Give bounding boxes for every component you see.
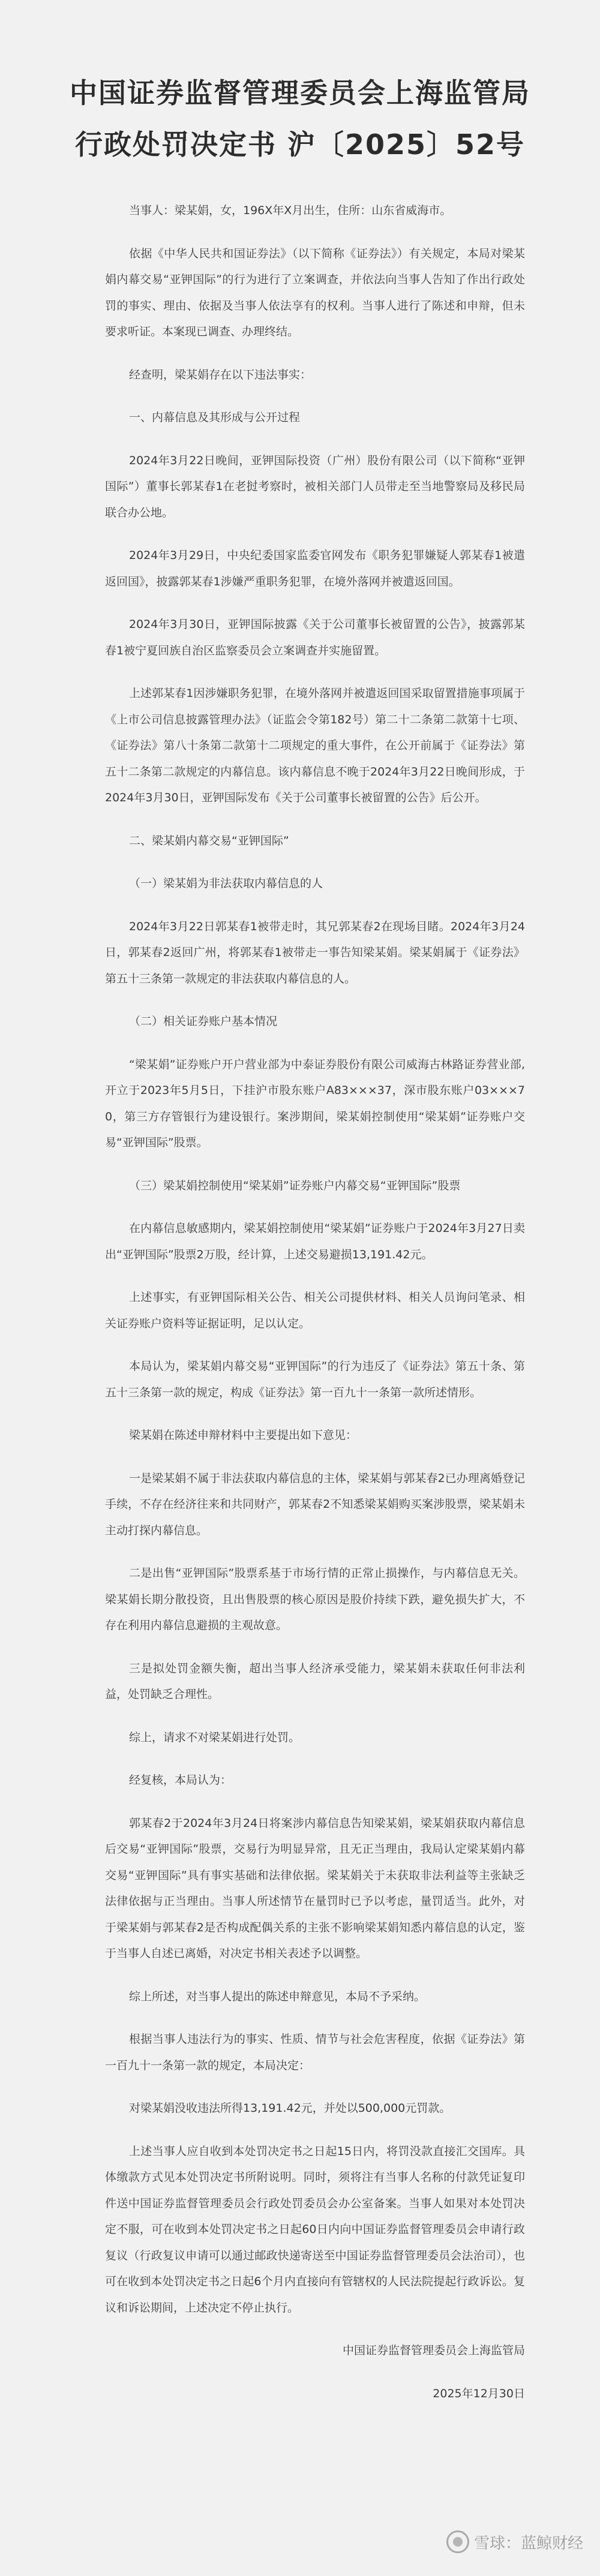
section-heading-1: 一、内幕信息及其形成与公开过程 — [129, 411, 301, 424]
fact-paragraph: 2024年3月22日郭某春1被带走时，其兄郭某春2在现场目睹。2024年3月24日，郭某春2返回广州，将郭某春1被带走一事告知梁某娟。梁某娟属于《证券法》第五十三条第一款规定的非法获取内幕信息的人。 — [105, 919, 525, 985]
defense-point: 二是出售“亚钾国际”股票系基于市场行情的正常止损操作，与内幕信息无关。梁某娟长期分散投资，且出售股票的核心原因是股价持续下跌，避免损失扩大，不存在利用内幕信息避损的主观故意。 — [105, 1567, 525, 1632]
fact-paragraph: 2024年3月22日晚间，亚钾国际投资（广州）股份有限公司（以下简称“亚钾国际”）董事长郭某春1在老挝考察时，被相关部门人员带走至当地警察局及移民局联合办公地。 — [105, 453, 525, 519]
document-title — [0, 0, 600, 170]
decision-basis: 根据当事人违法行为的事实、性质、情节与社会危害程度，依据《证券法》第一百九十一条第一款的规定，本局决定： — [105, 2033, 525, 2072]
watermark-text: 雪球：蓝鲸财经 — [473, 2534, 583, 2553]
subsection-heading: （二）相关证券账户基本情况 — [129, 1015, 278, 1028]
fact-paragraph: 2024年3月30日，亚钾国际披露《关于公司董事长被留置的公告》，披露郭某春1被宁夏回族自治区监察委员会立案调查并实施留置。 — [105, 618, 525, 657]
findings-intro: 经查明，梁某娟存在以下违法事实： — [129, 368, 312, 381]
document-body — [105, 198, 525, 2407]
fact-paragraph: 上述郭某春1因涉嫌职务犯罪，在境外落网并被遣返回国采取留置措施事项属于《上市公司信息披露管理办法》（证监会令第182号）第二十二条第二款第十七项、《证券法》第八十条第二款第十二项规定的重大事件，在公开前属于《证券法》第五十二条第二款规定的内幕信息。该内幕信息不晚于2024年3月22日晚间形成，于2024年3月30日，亚钾国际发布《关于公司董事长被留置的公告》后公开。 — [105, 687, 525, 804]
snowball-logo-icon — [446, 2530, 469, 2553]
fact-paragraph: “梁某娟”证券账户开户营业部为中泰证券股份有限公司威海古林路证券营业部,开立于2023年5月5日，下挂沪市股东账户A83×××37，深市股东账户03×××70，第三方存管银行为建设银行。案涉期间，梁某娟控制使用“梁某娟”证券账户交易“亚钾国际”股票。 — [105, 1057, 525, 1149]
section-heading-2: 二、梁某娟内幕交易“亚钾国际” — [129, 834, 289, 847]
review-paragraph: 郭某春2于2024年3月24日将案涉内幕信息告知梁某娟，梁某娟获取内幕信息后交易“亚钾国际”股票，交易行为明显异常，且无正当理由，我局认定梁某娟内幕交易“亚钾国际”具有事实基础和法律依据。梁某娟关于未获取非法利益等主张缺乏法律依据与正当理由。当事人所述情节在量罚时已予以考虑，量罚适当。此外，对于梁某娟与郭某春2是否构成配偶关系的主张不影响梁某娟知悉内幕信息的认定，鉴于当事人自述已离婚，对决定书相关表述予以调整。 — [105, 1816, 525, 1960]
payment-and-appeal: 上述当事人应自收到本处罚决定书之日起15日内，将罚没款直接汇交国库。具体缴款方式见本处罚决定书所附说明。同时，须将注有当事人名称的付款凭证复印件送中国证券监督管理委员会行政处罚委员会办公室备案。当事人如果对本处罚决定不服，可在收到本处罚决定书之日起60日内向中国证券监督管理委员会申请行政复议（行政复议申请可以通过邮政快递寄送至中国证券监督管理委员会法治司），也可在收到本处罚决定书之日起6个月内直接向有管辖权的人民法院提起行政诉讼。复议和诉讼期间，上述决定不停止执行。 — [105, 2144, 525, 2315]
defense-conclusion: 综上，请求不对梁某娟进行处罚。 — [129, 1730, 301, 1744]
defense-point: 三是拟处罚金额失衡，超出当事人经济承受能力，梁某娟未获取任何非法利益，处罚缺乏合理性。 — [105, 1661, 525, 1701]
title-line-authority: 中国证券监督管理委员会上海监管局 — [70, 77, 530, 109]
penalty-statement: 对梁某娟没收违法所得13,191.42元，并处以500,000元罚款。 — [129, 2102, 451, 2115]
evidence-paragraph: 上述事实，有亚钾国际相关公告、相关公司提供材料、相关人员询问笔录、相关证券账户资料等证据证明，足以认定。 — [105, 1291, 525, 1330]
watermark — [446, 2530, 583, 2553]
party-info: 当事人：梁某娟，女，196X年X月出生，住所：山东省威海市。 — [129, 204, 452, 217]
review-intro: 经复核，本局认为： — [129, 1774, 232, 1787]
defense-intro: 梁某娟在陈述申辩材料中主要提出如下意见： — [129, 1429, 358, 1442]
fact-paragraph: 在内幕信息敏感期内，梁某娟控制使用“梁某娟”证券账户于2024年3月27日卖出“亚钾国际”股票2万股，经计算，上述交易避损13,191.42元。 — [105, 1222, 525, 1261]
subsection-heading: （一）梁某娟为非法获取内幕信息的人 — [129, 877, 323, 890]
title-line-decision-number: 行政处罚决定书 沪〔2025〕52号 — [74, 128, 526, 161]
subsection-heading: （三）梁某娟控制使用“梁某娟”证券账户内幕交易“亚钾国际”股票 — [129, 1179, 461, 1192]
review-conclusion: 综上所述，对当事人提出的陈述申辩意见，本局不予采纳。 — [129, 1989, 426, 2003]
case-background: 依据《中华人民共和国证券法》（以下简称《证券法》）有关规定，本局对梁某娟内幕交易“亚钾国际”的行为进行了立案调查，并依法向当事人告知了作出行政处罚的事实、理由、依据及当事人依法享有的权利。当事人进行了陈述和申辩，但未要求听证。本案现已调查、办理终结。 — [105, 247, 525, 338]
fact-paragraph: 2024年3月29日，中央纪委国家监委官网发布《职务犯罪嫌疑人郭某春1被遣返回国》，披露郭某春1涉嫌严重职务犯罪，在境外落网并被遣返回国。 — [105, 549, 525, 588]
defense-point: 一是梁某娟不属于非法获取内幕信息的主体，梁某娟与郭某春2已办理离婚登记手续，不存在经济往来和共同财产，郭某春2不知悉梁某娟购买案涉股票，梁某娟未主动打探内幕信息。 — [105, 1471, 525, 1537]
signature-organization: 中国证券监督管理委员会上海监管局 — [342, 2344, 525, 2357]
signature-date: 2025年12月30日 — [433, 2386, 525, 2400]
legal-opinion: 本局认为，梁某娟内幕交易“亚钾国际”的行为违反了《证券法》第五十条、第五十三条第一款的规定，构成《证券法》第一百九十一条第一款所述情形。 — [105, 1360, 525, 1399]
